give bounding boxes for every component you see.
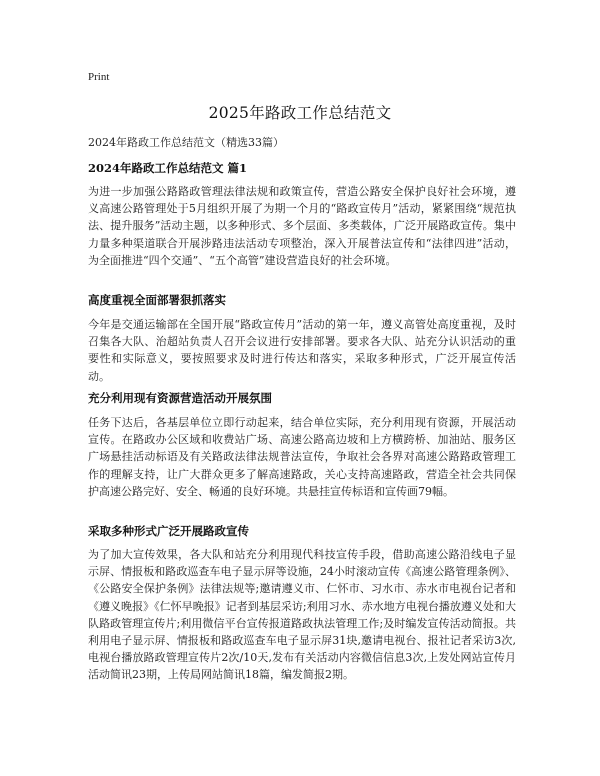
section-paragraph-3: 任务下达后，各基层单位立即行动起来，结合单位实际，充分利用现有资源，开展活动宣传。在路政办公区域和收费站广场、高速公路高边坡和上方横跨桥、加油站、服务区广场悬挂活动标语及有关路政法律法规普法宣传，争取社会各界对高速公路路政管理工作的理解支持，让广大群众更多了解高速路政，关心支持高速路政，营造全社会共同保护高速公路完好、安全、畅通的良好环境。共悬挂宣传标语和宣传画79幅。 xyxy=(88,416,516,498)
section-heading-4: 采取多种形式广泛开展路政宣传 xyxy=(88,524,249,538)
section-paragraph-4: 为了加大宣传效果，各大队和站充分利用现代科技宣传手段，借助高速公路沿线电子显示屏、情报板和路政巡查车电子显示屏等设施，24小时滚动宣传《高速公路管理条例》、《公路安全保护条例》法律法规等;邀请遵义市、仁怀市、习水市、赤水市电视台记者和《遵义晚报》《仁怀早晚报》记者到基层采访;利用习水、赤水地方电视台播放遵义处和大队路政管理宣传片;利用微信平台宣传报道路政执法管理工作;及时编发宣传活动简报。共利用电子显示屏、情报板和路政巡查车电子显示屏31块,邀请电视台、报社记者采访3次,电视台播放路政管理宣传片2次/10天,发布有关活动内容微信信息3次,上发处网站宣传月活动简讯23期，上传局网站简讯18篇，编发简报2期。 xyxy=(88,548,516,682)
section-heading-2: 高度重视全面部署狠抓落实 xyxy=(88,293,226,307)
section-paragraph-1: 为进一步加强公路路政管理法律法规和政策宣传，营造公路安全保护良好社会环境，遵义高速公路管理处于5月组织开展了为期一个月的“路政宣传月”活动，紧紧围绕“规范执法、提升服务”活动主题，以多种形式、多个层面、多类载体，广泛开展路政宣传。集中力量多种渠道联合开展涉路违法活动专项整治，深入开展普法宣传和“法律四进”活动，为全面推进“四个交通”、“五个高管”建设营造良好的社会环境。 xyxy=(88,185,516,267)
section-paragraph-2: 今年是交通运输部在全国开展“路政宣传月”活动的第一年，遵义高管处高度重视，及时召集各大队、治超站负责人召开会议进行安排部署。要求各大队、站充分认识活动的重要性和实际意义，要按照要求及时进行传达和落实，采取多种形式，广泛开展宣传活动。 xyxy=(88,318,516,383)
print-label: Print xyxy=(88,71,110,83)
document-title: 2025年路政工作总结范文 xyxy=(208,104,392,122)
document-subtitle: 2024年路政工作总结范文（精选33篇） xyxy=(88,136,284,149)
section-heading-3: 充分利用现有资源营造活动开展氛围 xyxy=(88,391,272,405)
section-heading-1: 2024年路政工作总结范文 篇1 xyxy=(88,161,248,175)
